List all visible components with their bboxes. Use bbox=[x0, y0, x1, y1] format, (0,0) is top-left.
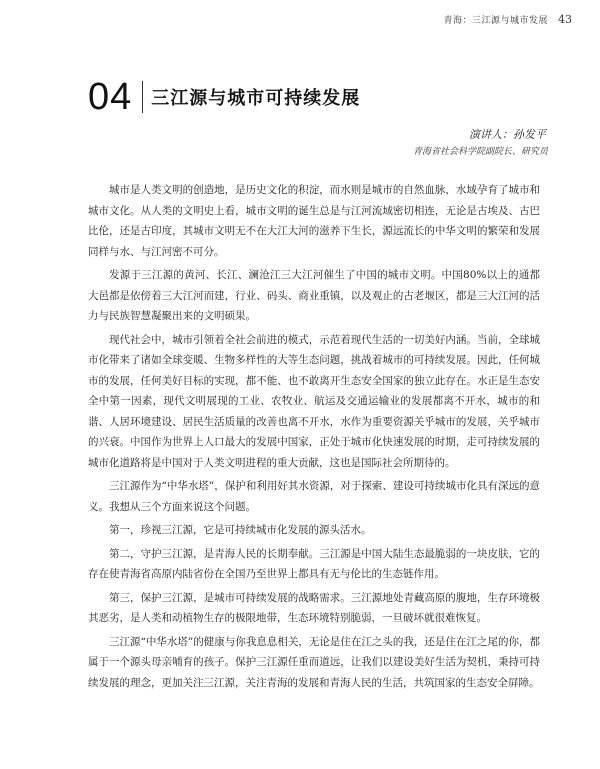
chapter-number: 04 bbox=[88, 76, 133, 118]
article-body bbox=[88, 180, 540, 696]
chapter-title: 三江源与城市可持续发展 bbox=[151, 88, 361, 109]
body-paragraph: 第一，珍视三江源，它是可持续城市化发展的源头活水。 bbox=[109, 524, 372, 536]
body-paragraph: 第二，守护三江源，是青海人民的长期奉献。三江源是中国大陆生态最脆弱的一块皮肤，它的存在使青海省高原内陆省份在全国乃至世界上都具有无与伦比的生态链作用。 bbox=[88, 547, 540, 580]
chapter-heading bbox=[88, 78, 360, 116]
running-header bbox=[443, 13, 572, 26]
body-paragraph: 三江源“中华水塔”的健康与你我息息相关，无论是住在江之头的我，还是住在江之尾的你，都属于一个源头母亲哺育的孩子。保护三江源任重而道远，让我们以建设美好生活为契机，秉持可持续发展的理念，更加关注三江源，关注青海的发展和青海人民的生活，共筑国家的生态安全屏障。 bbox=[88, 635, 540, 689]
body-paragraph: 发源于三江源的黄河、长江、澜沧江三大江河催生了中国的城市文明。中国80%以上的通都大邑都是依傍着三大江河而建，行业、码头、商业重镇，以及观止的古老堰区，都是三大江河的活力与民族智慧凝聚出来的文明硕果。 bbox=[88, 269, 540, 322]
body-paragraph: 城市是人类文明的创造地，是历史文化的积淀，而水则是城市的自然血脉，水域孕育了城市和城市文化。从人类的文明史上看，城市文明的诞生总是与江河流域密切相连，无论是古埃及、古巴比伦，还是古印度，其城市文明无不在大江大河的滋养下生长，源远流长的中华文明的繁荣和发展同样与水、与江河密不可分。 bbox=[88, 184, 540, 258]
body-paragraph: 第三，保护三江源，是城市可持续发展的战略需求。三江源地处青藏高原的腹地，生存环境极其恶劣，是人类和动植物生存的极限地带，生态环境特别脆弱，一旦破坏就很难恢复。 bbox=[88, 591, 540, 624]
running-header-title: 青海：三江源与城市发展 bbox=[443, 16, 548, 26]
body-paragraph: 三江源作为“中华水塔”，保护和利用好其水资源，对于探索、建设可持续城市化具有深远的意义。我想从三个方面来说这个问题。 bbox=[88, 480, 540, 513]
speaker-line: 演讲人：孙发平 bbox=[469, 128, 546, 141]
speaker-affiliation: 青海省社会科学院副院长、研究员 bbox=[412, 147, 548, 157]
body-paragraph: 现代社会中，城市引领着全社会前进的模式，示范着现代生活的一切美好内涵。当前，全球城市化带来了诸如全球变暖、生物多样性的大等生态问题，挑战着城市的可持续发展。因此，任何城市的发展，任何美好目标的实现，都不能、也不敢离开生态安全国家的独立此存在。水正是生态安全中第一因素，现代文明展现的工业、农牧业、航运及交通运输业的发展都离不开水，城市的和谐、人居环境建设、居民生活质量的改善也离不开水，水作为重要资源关乎城市的发展，关乎城市的兴衰。中国作为世界上人口最大的发展中国家，正处于城市化快速发展的时期，走可持续发展的城市化道路将是中国对于人类文明进程的重大贡献，这也是国际社会所期待的。 bbox=[88, 333, 540, 469]
page-number: 43 bbox=[558, 13, 572, 26]
chapter-divider bbox=[142, 81, 143, 113]
